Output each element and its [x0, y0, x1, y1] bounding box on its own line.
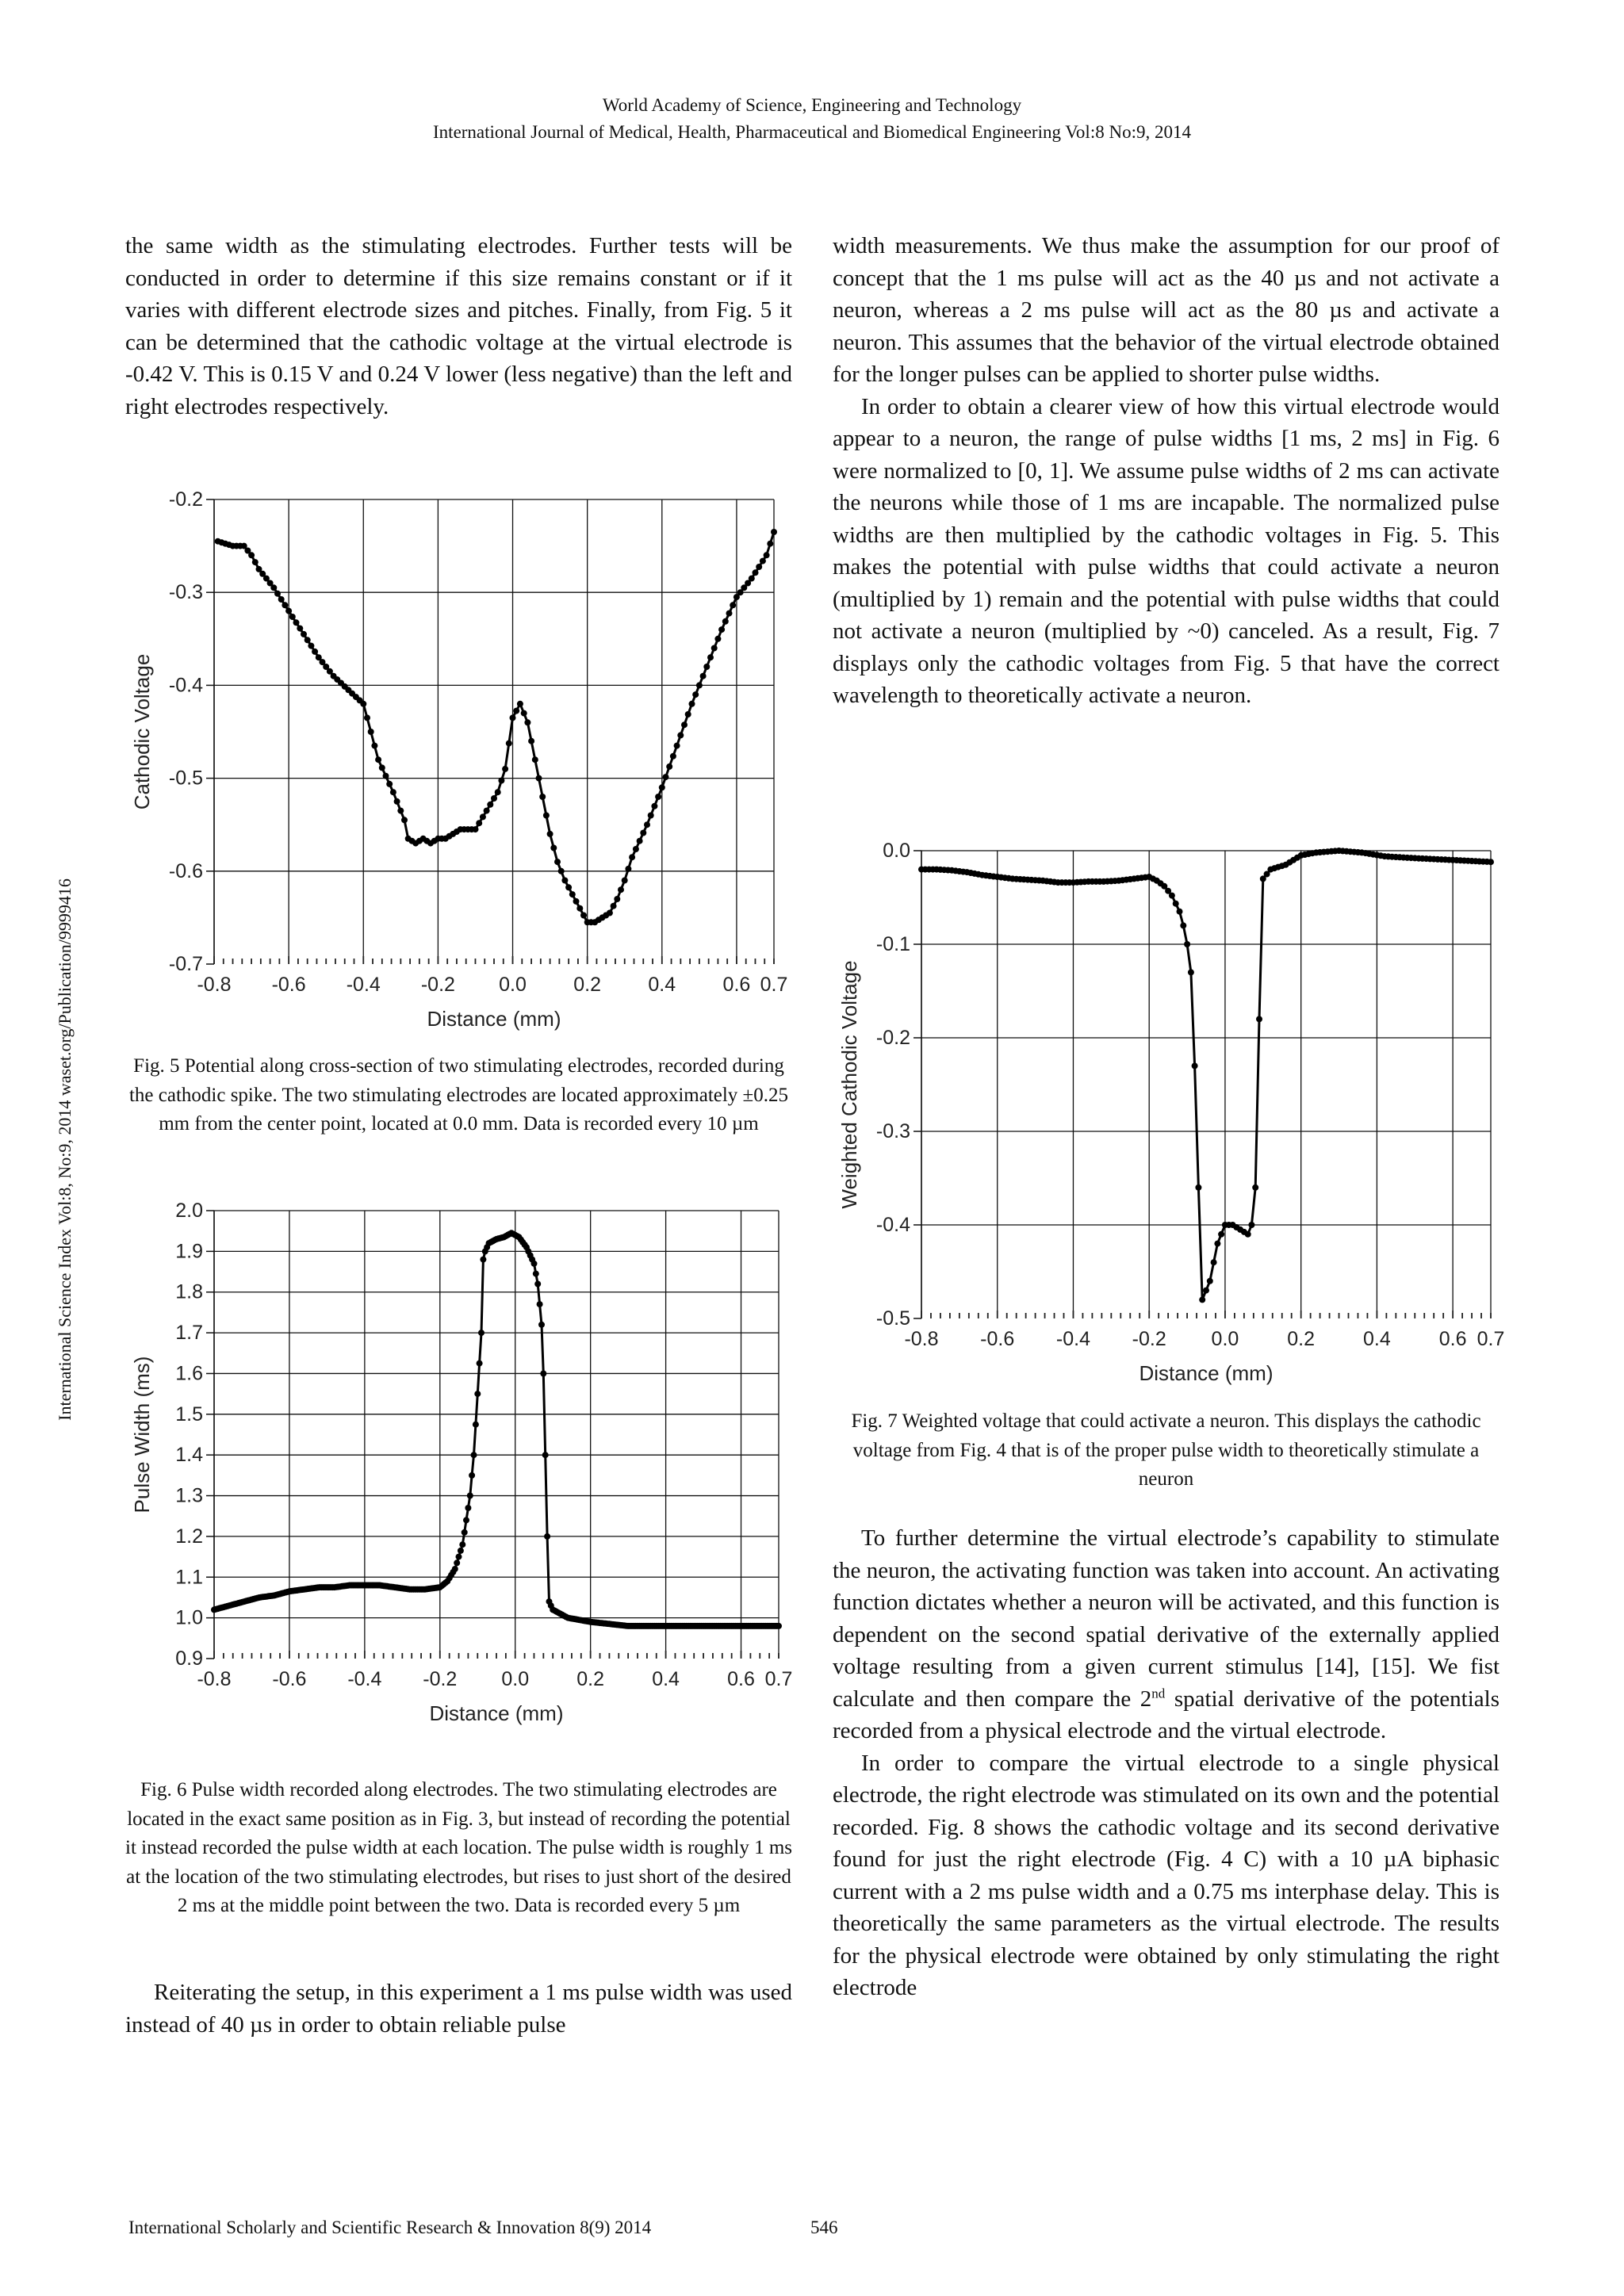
x-tick-label: 0.0	[499, 974, 527, 996]
data-point	[538, 1322, 545, 1328]
x-tick-label: 0.2	[573, 974, 602, 996]
data-point	[462, 1529, 468, 1536]
data-point	[760, 558, 766, 564]
y-tick-label: -0.1	[875, 933, 910, 955]
paragraph-text: spatial derivative of the potentials recorded from a physical electrode and the virtual electrode.	[833, 1686, 1500, 1743]
data-point	[1184, 941, 1190, 947]
data-point	[379, 764, 385, 771]
data-point	[730, 602, 736, 608]
data-point	[517, 701, 523, 707]
data-point	[576, 905, 583, 912]
fig7-chart	[833, 831, 1515, 1402]
data-point	[764, 552, 770, 558]
x-tick-label: 0.4	[648, 974, 676, 996]
x-tick-label: -0.6	[980, 1328, 1015, 1350]
side-citation: International Science Index Vol:8, No:9, 2014 waset.org/Publication/9999416	[55, 878, 75, 1421]
data-point	[537, 1301, 543, 1307]
paragraph: the same width as the stimulating electrodes. Further tests will be conducted in order to determine if this size remains constant or if it varies with different electrode sizes and pitches. Finally, from Fig. 5 it can be determined that the cathodic voltage at the virtual electrode is -0.42 V. This is 0.15 V and 0.24 V lower (less negative) than the left and right electrodes respectively.	[125, 233, 792, 419]
footer-journal: International Scholarly and Scientific Research & Innovation 8(9) 2014	[128, 2218, 652, 2237]
data-point	[394, 798, 400, 805]
data-point	[663, 774, 669, 780]
x-tick-label: -0.8	[197, 1668, 232, 1690]
data-point	[293, 619, 300, 626]
data-point	[502, 766, 508, 772]
data-point	[513, 708, 519, 714]
data-point	[383, 773, 389, 779]
data-point	[480, 813, 486, 820]
data-point	[1169, 893, 1175, 899]
data-point	[478, 1330, 485, 1336]
data-point	[580, 913, 587, 919]
data-point	[282, 602, 288, 608]
data-point	[547, 831, 553, 837]
y-tick-label: -0.3	[168, 581, 203, 604]
data-point	[707, 654, 714, 660]
data-point	[625, 866, 631, 872]
data-point	[771, 529, 777, 535]
right-column-bottom	[833, 1522, 1500, 2004]
x-tick-label: -0.6	[271, 974, 306, 996]
x-tick-label: 0.6	[722, 974, 751, 996]
y-tick-label: 0.9	[175, 1647, 203, 1670]
data-point	[711, 645, 718, 652]
data-point	[375, 756, 381, 763]
paragraph: In order to obtain a clearer view of how this virtual electrode would appear to a neuron, the range of pulse widths [1 ms, 2 ms] in Fig. 6 were normalized to [0, 1]. We assume pulse widths of 2 ms can activate the neurons while those of 1 ms are incapable. The normalized pulse widths are then multiplied by the cathodic voltages in Fig. 5. This makes the potential with pulse widths that could activate a neuron (multiplied by 1) remain and the potential with pulse widths that could not activate a neuron (multiplied by ~0) canceled. As a result, Fig. 7 displays only the cathodic voltages from Fig. 5 that have the correct wavelength to theoretically activate a neuron.	[833, 393, 1500, 708]
x-tick-label: -0.2	[420, 974, 455, 996]
data-point	[1245, 1231, 1251, 1238]
x-tick-label: 0.4	[652, 1668, 680, 1690]
data-point	[776, 1623, 782, 1629]
data-point	[270, 584, 277, 591]
data-point	[297, 626, 303, 632]
data-point	[469, 1472, 475, 1479]
journal-header-line2: International Journal of Medical, Health, Pharmaceutical and Biomedical Engineering Vol:8 No:9, 2014	[433, 122, 1191, 142]
data-point	[618, 886, 624, 893]
y-tick-label: -0.3	[875, 1120, 910, 1142]
data-point	[368, 729, 374, 735]
x-tick-label: 0.2	[576, 1668, 605, 1690]
y-tick-label: 1.9	[175, 1240, 203, 1263]
data-point	[533, 1271, 539, 1277]
data-point	[304, 637, 311, 643]
x-tick-label: 0.0	[1211, 1328, 1239, 1350]
y-tick-label: -0.4	[875, 1214, 910, 1236]
data-point	[637, 838, 643, 844]
data-point	[498, 778, 504, 784]
data-point	[467, 1493, 473, 1499]
y-tick-label: 1.5	[175, 1402, 203, 1425]
x-tick-label: 0.7	[764, 1668, 793, 1690]
data-point	[543, 813, 550, 819]
data-point	[528, 738, 534, 744]
data-point	[248, 552, 255, 558]
x-tick-label: 0.6	[727, 1668, 755, 1690]
x-tick-label: -0.6	[272, 1668, 307, 1690]
series-line	[921, 851, 1491, 1299]
x-tick-label: -0.2	[423, 1668, 458, 1690]
x-tick-label: 0.2	[1287, 1328, 1316, 1350]
data-point	[274, 591, 281, 597]
data-point	[521, 710, 527, 717]
fig6-chart	[125, 1191, 799, 1770]
data-point	[692, 691, 699, 698]
data-point	[685, 711, 691, 718]
data-point	[544, 1533, 550, 1540]
journal-header-line1: World Academy of Science, Engineering and Technology	[602, 95, 1022, 115]
y-tick-label: -0.6	[168, 859, 203, 882]
page-number: 546	[810, 2218, 838, 2237]
data-point	[573, 898, 580, 905]
data-point	[289, 614, 296, 620]
y-tick-label: 1.0	[175, 1606, 203, 1629]
data-point	[1252, 1184, 1258, 1191]
data-point	[1211, 1259, 1217, 1265]
data-point	[1195, 1184, 1201, 1191]
data-point	[703, 664, 710, 670]
x-tick-label: 0.0	[501, 1668, 530, 1690]
y-tick-label: -0.7	[168, 953, 203, 975]
fig6-caption: Fig. 6 Pulse width recorded along electrodes. The two stimulating electrodes are located in the exact same position as in Fig. 3, but instead of recording the potential it instead recorded the pulse width at each location. The pulse width is roughly 1 ms at the location of the two stimulating electrodes, but rises to just short of the desired 2 ms at the middle point between the two. Data is recorded every 5 µm	[125, 1779, 793, 1916]
data-point	[607, 910, 613, 916]
y-tick-label: 1.1	[175, 1566, 203, 1589]
data-point	[1192, 1062, 1198, 1069]
right-column-top	[833, 230, 1500, 712]
data-point	[491, 795, 497, 802]
data-point	[677, 732, 684, 738]
data-point	[651, 803, 657, 809]
data-point	[681, 721, 688, 728]
data-point	[629, 854, 635, 860]
data-point	[471, 1452, 477, 1458]
data-point	[480, 1257, 486, 1263]
y-tick-label: 1.7	[175, 1322, 203, 1345]
left-column-top	[125, 230, 792, 423]
data-point	[565, 884, 572, 890]
data-point	[569, 891, 576, 897]
data-point	[614, 896, 620, 902]
x-axis-label: Distance (mm)	[429, 1701, 564, 1725]
data-point	[536, 775, 542, 782]
data-point	[622, 878, 628, 884]
y-tick-label: -0.2	[875, 1027, 910, 1049]
data-point	[722, 618, 729, 625]
data-point	[312, 649, 318, 655]
x-tick-label: -0.4	[346, 974, 381, 996]
y-axis-label: Pulse Width (ms)	[130, 1356, 154, 1513]
data-point	[534, 1281, 541, 1288]
data-point	[648, 813, 654, 819]
x-tick-label: 0.6	[1438, 1328, 1467, 1350]
data-point	[1488, 859, 1494, 865]
data-point	[561, 878, 568, 884]
x-axis-label: Distance (mm)	[427, 1007, 561, 1031]
data-point	[360, 701, 366, 707]
x-tick-label: -0.8	[904, 1328, 939, 1350]
data-point	[756, 564, 762, 570]
x-tick-label: 0.4	[1363, 1328, 1391, 1350]
data-point	[644, 821, 650, 828]
data-point	[726, 610, 733, 617]
paragraph-text: To further determine the virtual electrode’s capability to stimulate the neuron, the activating function was taken into account. An activating function dictates whether a neuron will be activated, and this function is dependent on the second spatial derivative of the externally applied voltage resulting from a given current stimulus [14], [15]. We fist calculate and then compare the 2	[833, 1525, 1500, 1712]
data-point	[397, 808, 404, 814]
data-point	[474, 1391, 481, 1397]
data-point	[465, 1505, 471, 1511]
data-point	[633, 846, 639, 852]
data-point	[670, 753, 676, 760]
data-point	[506, 740, 512, 747]
data-point	[655, 794, 661, 800]
data-point	[767, 541, 773, 547]
data-point	[484, 808, 490, 814]
left-column-bottom	[125, 1976, 792, 2041]
data-point	[386, 781, 393, 787]
x-tick-label: 0.7	[760, 974, 788, 996]
data-point	[487, 802, 493, 808]
data-point	[753, 569, 759, 576]
y-tick-label: 1.2	[175, 1525, 203, 1548]
data-point	[278, 596, 285, 603]
y-tick-label: 1.3	[175, 1484, 203, 1507]
data-point	[1256, 1016, 1262, 1022]
y-tick-label: 0.0	[883, 840, 910, 862]
data-point	[666, 763, 672, 770]
y-axis-label: Weighted Cathodic Voltage	[837, 960, 861, 1209]
data-point	[1199, 1296, 1205, 1303]
data-point	[458, 1548, 464, 1554]
data-point	[459, 1541, 465, 1548]
data-point	[301, 631, 307, 637]
superscript: nd	[1151, 1685, 1166, 1701]
data-point	[558, 868, 565, 874]
data-point	[364, 714, 370, 721]
y-tick-label: -0.2	[168, 488, 203, 511]
data-point	[495, 789, 501, 795]
data-point	[1248, 1222, 1254, 1228]
data-point	[540, 1371, 546, 1377]
data-point	[539, 794, 546, 800]
data-point	[554, 859, 561, 865]
data-point	[532, 756, 538, 763]
y-axis-label: Cathodic Voltage	[130, 653, 154, 810]
x-tick-label: 0.7	[1477, 1328, 1505, 1350]
x-axis-label: Distance (mm)	[1139, 1361, 1274, 1385]
data-point	[542, 1452, 549, 1458]
data-point	[390, 789, 396, 795]
data-point	[473, 826, 479, 832]
data-point	[463, 1517, 469, 1523]
y-tick-label: 1.6	[175, 1362, 203, 1385]
y-tick-label: 2.0	[175, 1200, 203, 1222]
data-point	[454, 1559, 460, 1566]
x-tick-label: -0.8	[197, 974, 232, 996]
data-point	[640, 830, 646, 836]
y-tick-label: -0.4	[168, 674, 203, 697]
paragraph: Reiterating the setup, in this experiment a 1 ms pulse width was used instead of 40 µs in order to obtain reliable pulse	[125, 1980, 792, 2038]
data-point	[531, 1261, 538, 1267]
data-point	[1177, 909, 1183, 915]
data-point	[456, 1554, 462, 1560]
data-point	[476, 820, 482, 826]
x-tick-label: -0.4	[1055, 1328, 1091, 1350]
data-point	[550, 845, 557, 851]
x-tick-label: -0.4	[347, 1668, 382, 1690]
data-point	[371, 743, 377, 749]
data-point	[524, 719, 530, 725]
data-point	[674, 743, 680, 749]
data-point	[473, 1422, 479, 1428]
data-point	[1173, 901, 1179, 907]
data-point	[659, 784, 665, 790]
paragraph: width measurements. We thus make the assumption for our proof of concept that the 1 ms pulse will act as the 40 µs and not activate a neuron, whereas a 2 ms pulse will act as the 80 µs and activate a neuron. This assumes that the behavior of the virtual electrode obtained for the longer pulses can be applied to shorter pulse widths.	[833, 233, 1500, 387]
data-point	[477, 1360, 483, 1367]
data-point	[611, 903, 617, 909]
paragraph: In order to compare the virtual electrode to a single physical electrode, the right electrode was stimulated on its own and the potential recorded. Fig. 8 shows the cathodic voltage and its second derivative found for just the right electrode (Fig. 4 C) with a 10 µA biphasic current with a 2 ms pulse width and a 0.75 ms interphase delay. This is theoretically the same parameters as the virtual electrode. The results for the physical electrode were obtained by only stimulating the right electrode	[833, 1750, 1500, 2000]
data-point	[718, 626, 725, 633]
data-point	[452, 1566, 458, 1572]
fig7-caption: Fig. 7 Weighted voltage that could activate a neuron. This displays the cathodic voltage from Fig. 4 that is of the proper pulse width to theoretically stimulate a neuron	[851, 1410, 1481, 1490]
data-point	[689, 701, 695, 707]
y-tick-label: -0.5	[168, 767, 203, 790]
data-point	[308, 643, 314, 649]
fig5-chart	[125, 480, 799, 1043]
data-point	[700, 673, 707, 679]
y-tick-label: -0.5	[875, 1307, 910, 1330]
data-point	[401, 817, 408, 823]
data-point	[285, 608, 292, 614]
data-point	[714, 636, 721, 642]
data-point	[696, 682, 703, 688]
data-point	[252, 559, 259, 565]
series-line	[218, 532, 774, 922]
data-point	[1188, 969, 1194, 975]
data-point	[1207, 1278, 1213, 1284]
data-point	[1214, 1241, 1220, 1247]
y-tick-label: 1.8	[175, 1280, 203, 1303]
fig5-caption: Fig. 5 Potential along cross-section of two stimulating electrodes, recorded during the cathodic spike. The two stimulating electrodes are located approximately ±0.25 mm from the center point, located at 0.0 mm. Data is recorded every 10 µm	[128, 1055, 789, 1135]
data-point	[510, 714, 516, 721]
data-point	[1180, 922, 1186, 928]
data-point	[1203, 1288, 1209, 1294]
y-tick-label: 1.4	[175, 1444, 203, 1467]
data-point	[749, 576, 755, 582]
paragraph	[833, 1522, 1500, 1747]
x-tick-label: -0.2	[1132, 1328, 1166, 1350]
data-point	[1218, 1231, 1224, 1238]
